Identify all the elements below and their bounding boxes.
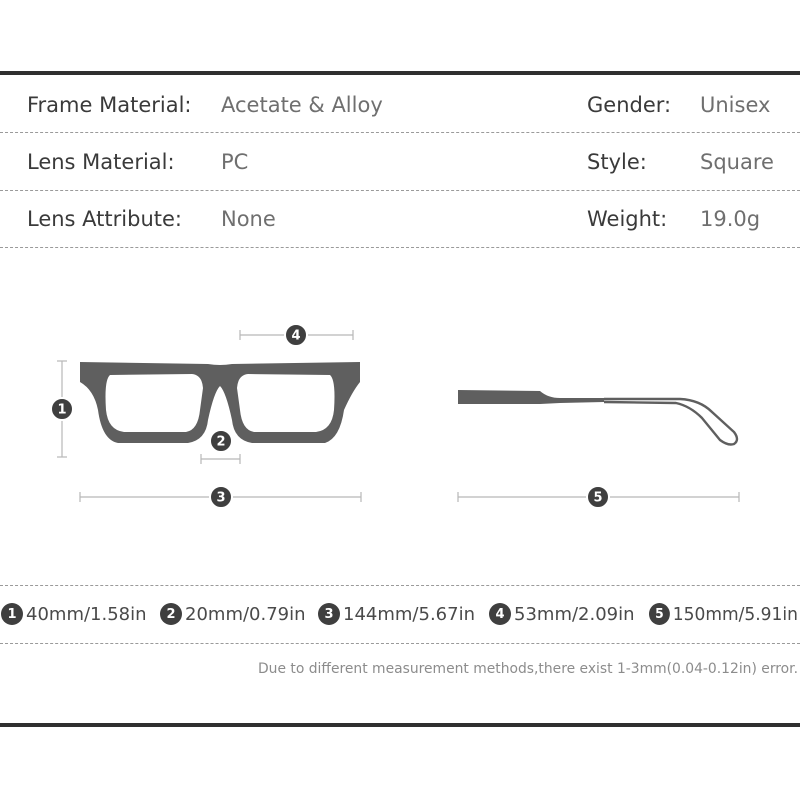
measure-value: 20mm/0.79in (185, 603, 306, 625)
marker-5 (587, 486, 609, 508)
svg-text:3: 3 (216, 490, 226, 506)
measure-value: 53mm/2.09in (514, 603, 635, 625)
frame-material-value: Acetate & Alloy (221, 93, 383, 117)
lens-attribute-value: None (221, 207, 276, 231)
measure-badge: 4 (489, 603, 511, 625)
marker-1 (51, 398, 73, 420)
measurement-item (318, 601, 475, 627)
measurement-item (489, 601, 635, 627)
weight-label: Weight: (587, 207, 668, 231)
svg-text:2: 2 (216, 434, 226, 450)
measurement-item (160, 601, 306, 627)
frame-material-label: Frame Material: (27, 93, 192, 117)
lens-material-value: PC (221, 150, 249, 174)
dimension-lines (57, 330, 739, 502)
gender-label: Gender: (587, 93, 672, 117)
measure-value: 40mm/1.58in (26, 603, 147, 625)
gender-value: Unisex (700, 93, 771, 117)
style-value: Square (700, 150, 774, 174)
marker-2 (210, 430, 232, 452)
marker-3 (210, 486, 232, 508)
svg-text:4: 4 (291, 328, 301, 344)
svg-text:5: 5 (593, 490, 603, 506)
measurement-item (1, 601, 147, 627)
svg-text:1: 1 (57, 402, 67, 418)
measure-value: 150mm/5.91in (672, 603, 798, 625)
measurement-item (649, 601, 798, 627)
measure-divider (0, 643, 800, 644)
measure-badge: 2 (160, 603, 182, 625)
measure-divider (0, 585, 800, 586)
measure-badge: 1 (1, 603, 23, 625)
lens-attribute-label: Lens Attribute: (27, 207, 182, 231)
marker-4 (285, 324, 307, 346)
measure-badge: 5 (649, 603, 670, 625)
measurement-note: Due to different measurement methods,there exist 1-3mm(0.04-0.12in) error. (258, 661, 798, 677)
lens-material-label: Lens Material: (27, 150, 175, 174)
style-label: Style: (587, 150, 647, 174)
weight-value: 19.0g (700, 207, 761, 231)
side-temple-icon (458, 390, 737, 445)
measure-value: 144mm/5.67in (343, 603, 475, 625)
measure-badge: 3 (318, 603, 340, 625)
